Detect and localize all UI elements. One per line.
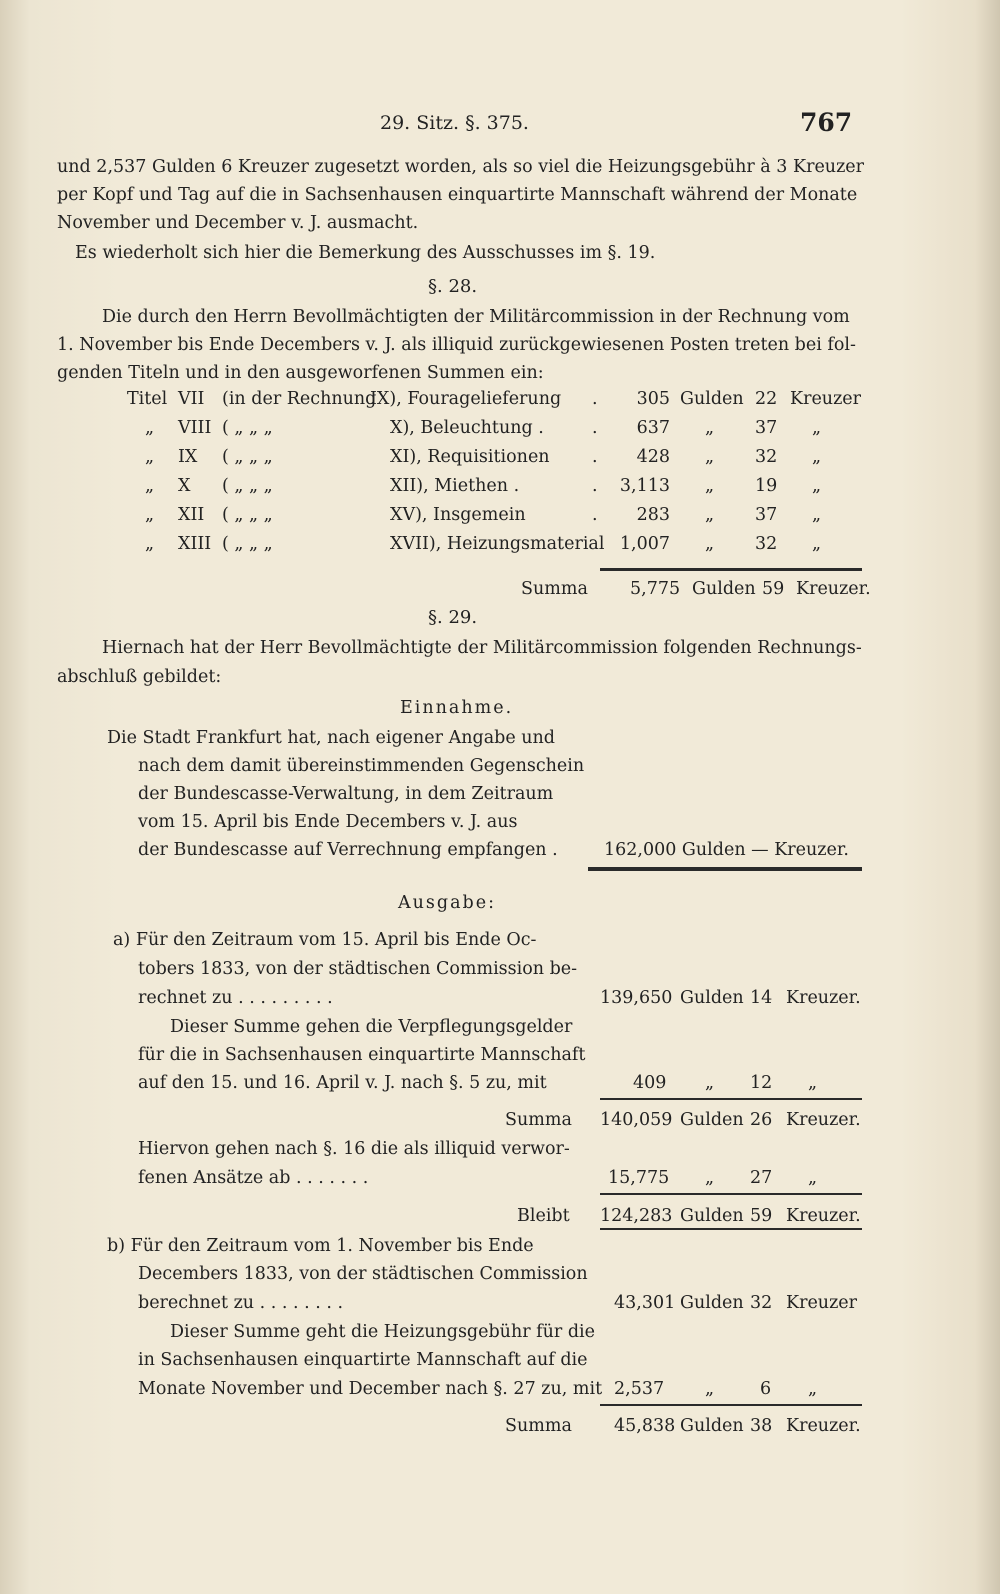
- a-sub-line-3: auf den 15. und 16. April v. J. nach §. 5 zu, mit: [138, 1073, 547, 1093]
- b-sub-line-3: Monate November und December nach §. 27 zu, mit: [138, 1379, 603, 1399]
- cell-amount: 283: [636, 505, 670, 525]
- cell-prefix: „: [145, 418, 155, 438]
- cell-amount: 637: [636, 418, 670, 438]
- b-sub-unit: „: [705, 1379, 715, 1399]
- cell-roman: XII: [178, 505, 205, 525]
- b-sub-line-1: Dieser Summe geht die Heizungsgebühr für die: [170, 1322, 595, 1342]
- b-sum-amount: 45,838: [614, 1416, 676, 1436]
- a-rest-rule: [600, 1193, 862, 1195]
- cell-unit: „: [705, 476, 715, 496]
- income-line-4: vom 15. April bis Ende Decembers v. J. aus: [138, 812, 518, 832]
- cell-paren: ( „ „ „: [222, 534, 273, 554]
- remark-line: Es wiederholt sich hier die Bemerkung des Ausschusses im §. 19.: [75, 243, 656, 263]
- cell-ref: XV), Insgemein: [390, 505, 526, 525]
- a-line-3: rechnet zu . . . . . . . . .: [138, 988, 333, 1008]
- cell-roman: IX: [178, 447, 198, 467]
- cell-kr: 37: [755, 418, 778, 438]
- cell-prefix: Titel: [127, 389, 168, 409]
- a-minus-line-2: fenen Ansätze ab . . . . . . .: [138, 1168, 369, 1188]
- cell-unit: „: [705, 447, 715, 467]
- income-line-3: der Bundescasse-Verwaltung, in dem Zeitraum: [138, 784, 554, 804]
- section-29-heading: §. 29.: [428, 607, 478, 628]
- cell-kr: 32: [755, 534, 778, 554]
- b-line-3: berechnet zu . . . . . . . .: [138, 1293, 344, 1313]
- b-kunit: Kreuzer: [786, 1293, 858, 1313]
- a-sub-kunit: „: [808, 1073, 818, 1093]
- cell-kunit: „: [812, 534, 822, 554]
- cell-dot: .: [592, 389, 598, 409]
- cell-dot: .: [592, 447, 598, 467]
- b-kr: 32: [750, 1293, 773, 1313]
- b-sum-rule: [600, 1404, 862, 1406]
- a-sum-amount: 140,059: [600, 1110, 673, 1130]
- a-amount: 139,650: [600, 988, 673, 1008]
- cell-amount: 428: [636, 447, 670, 467]
- expense-heading: Ausgabe:: [398, 893, 496, 913]
- income-line-5: der Bundescasse auf Verrechnung empfangen .: [138, 840, 558, 860]
- summa-label: Summa: [521, 579, 588, 599]
- a-sub-kr: 12: [750, 1073, 773, 1093]
- a-kr: 14: [750, 988, 773, 1008]
- b-sub-kr: 6: [760, 1379, 772, 1399]
- a-sum-unit: Gulden: [680, 1110, 744, 1130]
- b-sub-line-2: in Sachsenhausen einquartirte Mannschaft auf die: [138, 1350, 588, 1370]
- sum-rule: [600, 568, 862, 571]
- a-sum-kunit: Kreuzer.: [786, 1110, 861, 1130]
- income-heading: Einnahme.: [400, 698, 514, 718]
- income-line-2: nach dem damit übereinstimmenden Gegenschein: [138, 756, 585, 776]
- a-rest-kr: 59: [750, 1206, 773, 1226]
- b-sub-amount: 2,537: [614, 1379, 665, 1399]
- cell-prefix: „: [145, 476, 155, 496]
- income-amount: 162,000 Gulden — Kreuzer.: [604, 840, 849, 860]
- a-line-2: tobers 1833, von der städtischen Commission be-: [138, 959, 578, 979]
- summa-kr: 59: [762, 579, 785, 599]
- cell-paren: ( „ „ „: [222, 476, 273, 496]
- cell-kunit: „: [812, 476, 822, 496]
- a-rest-underline: [600, 1228, 862, 1230]
- section-28-line-2: 1. November bis Ende Decembers v. J. als illiquid zurückgewiesenen Posten treten bei fol-: [57, 335, 856, 355]
- cell-dot: .: [592, 476, 598, 496]
- cell-roman: VII: [178, 389, 205, 409]
- b-line-1: b) Für den Zeitraum vom 1. November bis Ende: [107, 1236, 534, 1256]
- cell-kr: 37: [755, 505, 778, 525]
- cell-ref: XVII), Heizungsmaterial: [390, 534, 605, 554]
- a-minus-unit: „: [705, 1168, 715, 1188]
- cell-kunit: „: [812, 505, 822, 525]
- cell-amount: 1,007: [619, 534, 670, 554]
- cell-ref: XI), Requisitionen: [390, 447, 550, 467]
- b-amount: 43,301: [614, 1293, 676, 1313]
- cell-kr: 32: [755, 447, 778, 467]
- a-sum-kr: 26: [750, 1110, 773, 1130]
- a-minus-line-1: Hiervon gehen nach §. 16 die als illiquid verwor-: [138, 1139, 570, 1159]
- b-sum-kr: 38: [750, 1416, 773, 1436]
- a-sub-unit: „: [705, 1073, 715, 1093]
- a-rest-label: Bleibt: [517, 1206, 570, 1226]
- section-28-line-1: Die durch den Herrn Bevollmächtigten der Militärcommission in der Rechnung vom: [102, 307, 850, 327]
- cell-ref: XII), Miethen .: [390, 476, 520, 496]
- cell-prefix: „: [145, 447, 155, 467]
- cell-kunit: „: [812, 447, 822, 467]
- a-kunit: Kreuzer.: [786, 988, 861, 1008]
- cell-ref: X), Beleuchtung .: [390, 418, 544, 438]
- summa-amount: 5,775: [630, 579, 681, 599]
- summa-unit: Gulden: [692, 579, 756, 599]
- cell-paren: ( „ „ „: [222, 505, 273, 525]
- posten-table: [0, 389, 1000, 589]
- cell-paren: ( „ „ „: [222, 418, 273, 438]
- a-rest-kunit: Kreuzer.: [786, 1206, 861, 1226]
- page-number: 767: [800, 108, 853, 137]
- income-line-1: Die Stadt Frankfurt hat, nach eigener Angabe und: [107, 728, 556, 748]
- cell-dot: .: [592, 418, 598, 438]
- intro-line-3: November und December v. J. ausmacht.: [57, 213, 419, 233]
- b-sum-kunit: Kreuzer.: [786, 1416, 861, 1436]
- a-minus-amount: 15,775: [608, 1168, 670, 1188]
- section-28-line-3: genden Titeln und in den ausgeworfenen Summen ein:: [57, 363, 544, 383]
- cell-amount: 3,113: [619, 476, 670, 496]
- cell-amount: 305: [636, 389, 670, 409]
- cell-unit: „: [705, 534, 715, 554]
- a-unit: Gulden: [680, 988, 744, 1008]
- intro-line-2: per Kopf und Tag auf die in Sachsenhausen einquartirte Mannschaft während der Monate: [57, 185, 858, 205]
- b-sum-label: Summa: [505, 1416, 572, 1436]
- intro-line-1: und 2,537 Gulden 6 Kreuzer zugesetzt worden, als so viel die Heizungsgebühr à 3 Kreuzer: [57, 157, 865, 177]
- a-sub-line-1: Dieser Summe gehen die Verpflegungsgelder: [170, 1017, 573, 1037]
- a-line-1: a) Für den Zeitraum vom 15. April bis Ende Oc-: [113, 930, 537, 950]
- b-sub-kunit: „: [808, 1379, 818, 1399]
- cell-roman: X: [178, 476, 191, 496]
- a-rest-amount: 124,283: [600, 1206, 673, 1226]
- section-29-line-1: Hiernach hat der Herr Bevollmächtigte der Militärcommission folgenden Rechnungs-: [102, 638, 862, 658]
- a-sum-label: Summa: [505, 1110, 572, 1130]
- cell-roman: XIII: [178, 534, 212, 554]
- running-title: 29. Sitz. §. 375.: [380, 112, 529, 134]
- cell-unit: „: [705, 505, 715, 525]
- a-rest-unit: Gulden: [680, 1206, 744, 1226]
- b-line-2: Decembers 1833, von der städtischen Commission: [138, 1264, 588, 1284]
- a-minus-kr: 27: [750, 1168, 773, 1188]
- cell-prefix: „: [145, 505, 155, 525]
- cell-kr: 22: [755, 389, 778, 409]
- cell-kunit: „: [812, 418, 822, 438]
- section-29-line-2: abschluß gebildet:: [57, 667, 222, 687]
- section-28-heading: §. 28.: [428, 276, 478, 297]
- a-minus-kunit: „: [808, 1168, 818, 1188]
- cell-roman: VIII: [178, 418, 212, 438]
- cell-paren: ( „ „ „: [222, 447, 273, 467]
- cell-ref: IX), Fouragelieferung: [370, 389, 562, 409]
- cell-prefix: „: [145, 534, 155, 554]
- cell-kunit: Kreuzer: [790, 389, 862, 409]
- b-unit: Gulden: [680, 1293, 744, 1313]
- cell-unit: Gulden: [680, 389, 744, 409]
- cell-paren: (in der Rechnung: [222, 389, 377, 409]
- cell-kr: 19: [755, 476, 778, 496]
- income-rule: [588, 867, 862, 871]
- b-sum-unit: Gulden: [680, 1416, 744, 1436]
- a-sum-rule: [600, 1098, 862, 1100]
- a-sub-line-2: für die in Sachsenhausen einquartirte Mannschaft: [138, 1045, 586, 1065]
- summa-kunit: Kreuzer.: [796, 579, 871, 599]
- cell-dot: .: [592, 505, 598, 525]
- cell-unit: „: [705, 418, 715, 438]
- a-sub-amount: 409: [633, 1073, 667, 1093]
